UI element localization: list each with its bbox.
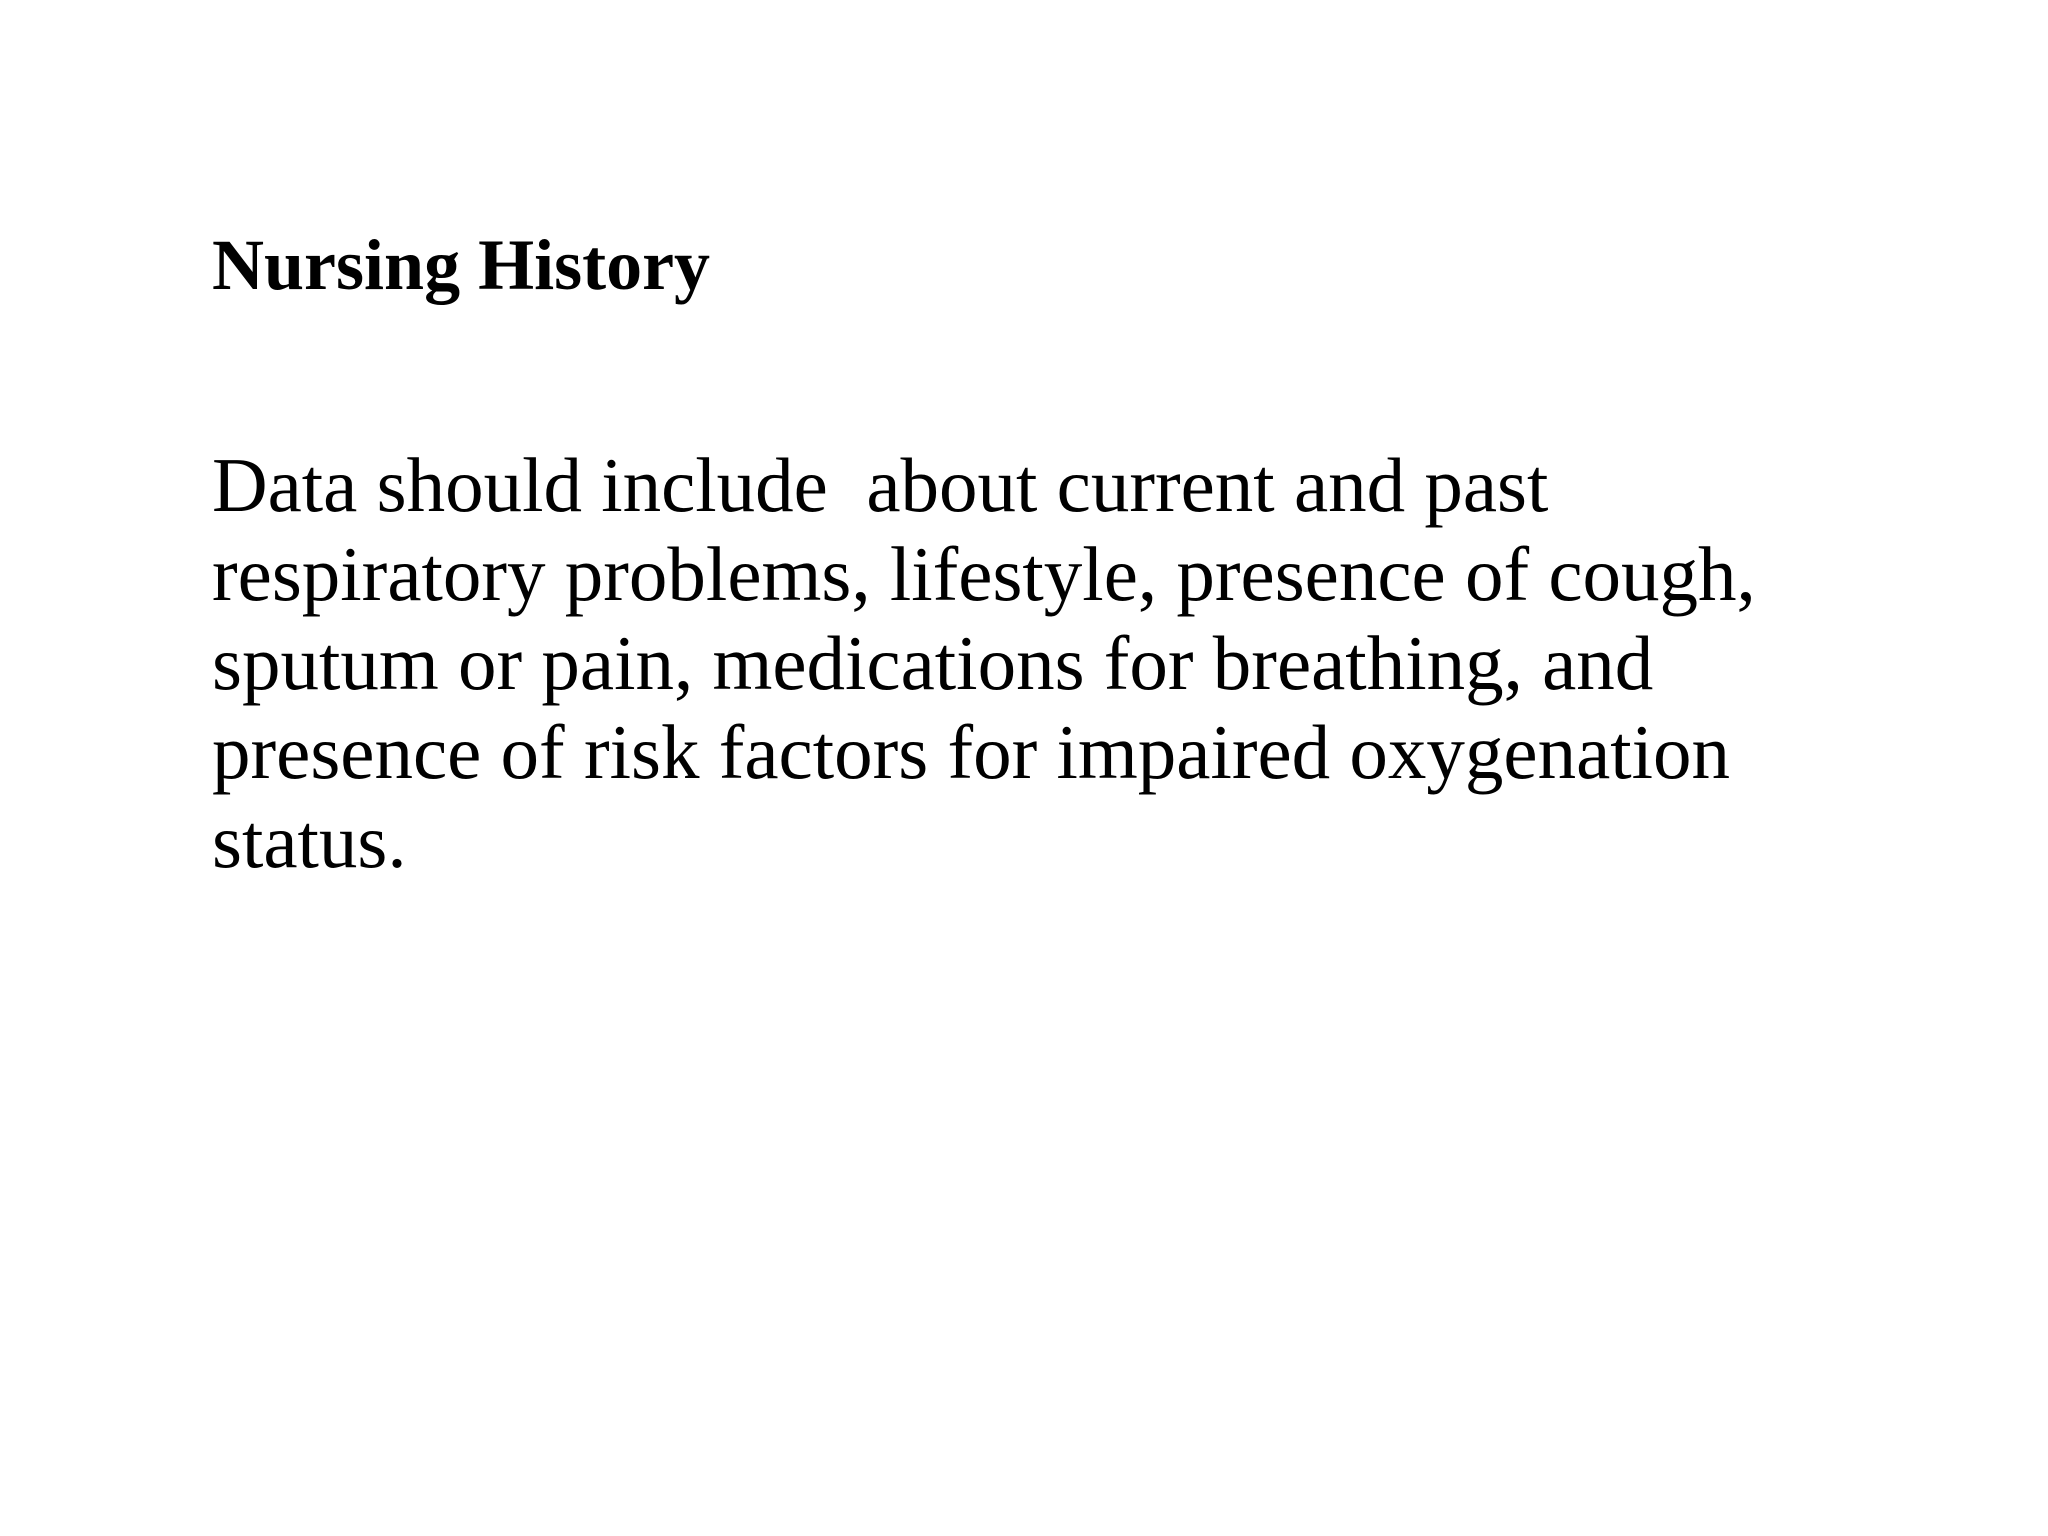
body-line: Data should include about current and past: [212, 442, 1549, 528]
slide-title: Nursing History: [212, 225, 711, 305]
body-line: sputum or pain, medications for breathing, and: [212, 620, 1654, 706]
body-line: status.: [212, 798, 407, 884]
body-line: presence of risk factors for impaired oxygenation: [212, 709, 1731, 795]
slide-body: [212, 441, 1932, 886]
body-line: respiratory problems, lifestyle, presence of cough,: [212, 531, 1756, 617]
